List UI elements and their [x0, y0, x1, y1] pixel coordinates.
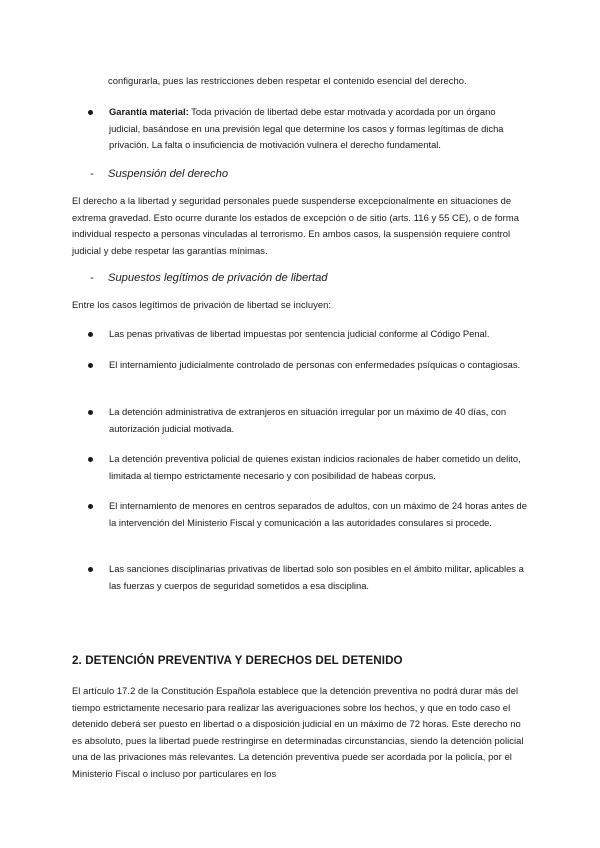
section-heading: 2. DETENCIÓN PREVENTIVA Y DERECHOS DEL DETENIDO [72, 654, 403, 667]
suspension-paragraph: El derecho a la libertad y seguridad personales puede suspenderse excepcionalmente en situaciones de extrema gravedad. Esto ocurre durante los estados de excepción o de sitio (arts. 116 y 55 CE), o de forma individual respecto a personas vinculadas al terrorismo. En ambos casos, la suspensión requiere control judicial y debe respetar las garantías mínimas. [72, 195, 519, 256]
list-item [88, 561, 528, 595]
list-item-text: La detención administrativa de extranjeros en situación irregular por un máximo de 40 días, con autorización judicial motivada. [109, 406, 507, 434]
list-item-text: La detención preventiva policial de quienes existan indicios racionales de haber cometido un delito, limitada al tiempo estrictamente necesario y con posibilidad de habeas corpus. [109, 453, 521, 481]
guarantee-label: Garantía material: [109, 106, 189, 117]
list-item [88, 357, 528, 391]
bullet-icon [88, 504, 93, 509]
subheading-supuestos: Supuestos legítimos de privación de libertad [108, 272, 328, 284]
intro-continuation: configurarla, pues las restricciones deben respetar el contenido esencial del derecho. [108, 75, 467, 86]
list-item [88, 498, 528, 548]
dash-marker: - [90, 272, 94, 284]
subheading-suspension: Suspensión del derecho [108, 168, 229, 180]
list-item-text: Las sanciones disciplinarias privativas de libertad solo son posibles en el ámbito militar, aplicables a las fuerzas y cuerpos de seguridad sometidos a esa disciplina. [109, 563, 524, 591]
bullet-icon [88, 332, 93, 337]
list-item [88, 326, 528, 344]
list-item-text: El internamiento de menores en centros separados de adultos, con un máximo de 24 horas antes de la intervención del Ministerio Fiscal y comunicación a las autoridades consulares si procede. [109, 500, 527, 528]
bullet-icon [88, 363, 93, 368]
list-item-text: Las penas privativas de libertad impuestas por sentencia judicial conforme al Código Penal. [109, 328, 490, 339]
bullet-icon [88, 410, 93, 415]
guarantee-body: Toda privación de libertad debe estar motivada y acordada por un órgano judicial, basándose en una previsión legal que determine los casos y formas legítimas de dicha privación. La falta o insuficiencia de motivación vulnera el derecho fundamental. [109, 106, 504, 150]
list-item [88, 404, 528, 438]
guarantee-text [109, 104, 529, 154]
list-item [88, 451, 528, 485]
list-item-guarantee [88, 104, 528, 156]
list-item-text: El internamiento judicialmente controlado de personas con enfermedades psíquicas o contagiosas. [109, 359, 521, 370]
bullet-icon [88, 110, 93, 115]
section-2-paragraph: El artículo 17.2 de la Constitución Española establece que la detención preventiva no podrá durar más del tiempo estrictamente necesario para realizar las averiguaciones sobre los hechos, y que en todo caso el detenido deberá ser puesto en libertad o a disposición judicial en un máximo de 72 horas. Este derecho no es absoluto, pues la libertad puede restringirse en determinadas circunstancias, siendo la detención policial una de las privaciones más relevantes. La detención preventiva puede ser acordada por la policía, por el Ministerio Fiscal o incluso por particulares en los [72, 685, 524, 779]
dash-marker: - [90, 168, 94, 180]
supuestos-intro: Entre los casos legítimos de privación de libertad se incluyen: [72, 299, 332, 310]
bullet-icon [88, 567, 93, 572]
bullet-icon [88, 457, 93, 462]
